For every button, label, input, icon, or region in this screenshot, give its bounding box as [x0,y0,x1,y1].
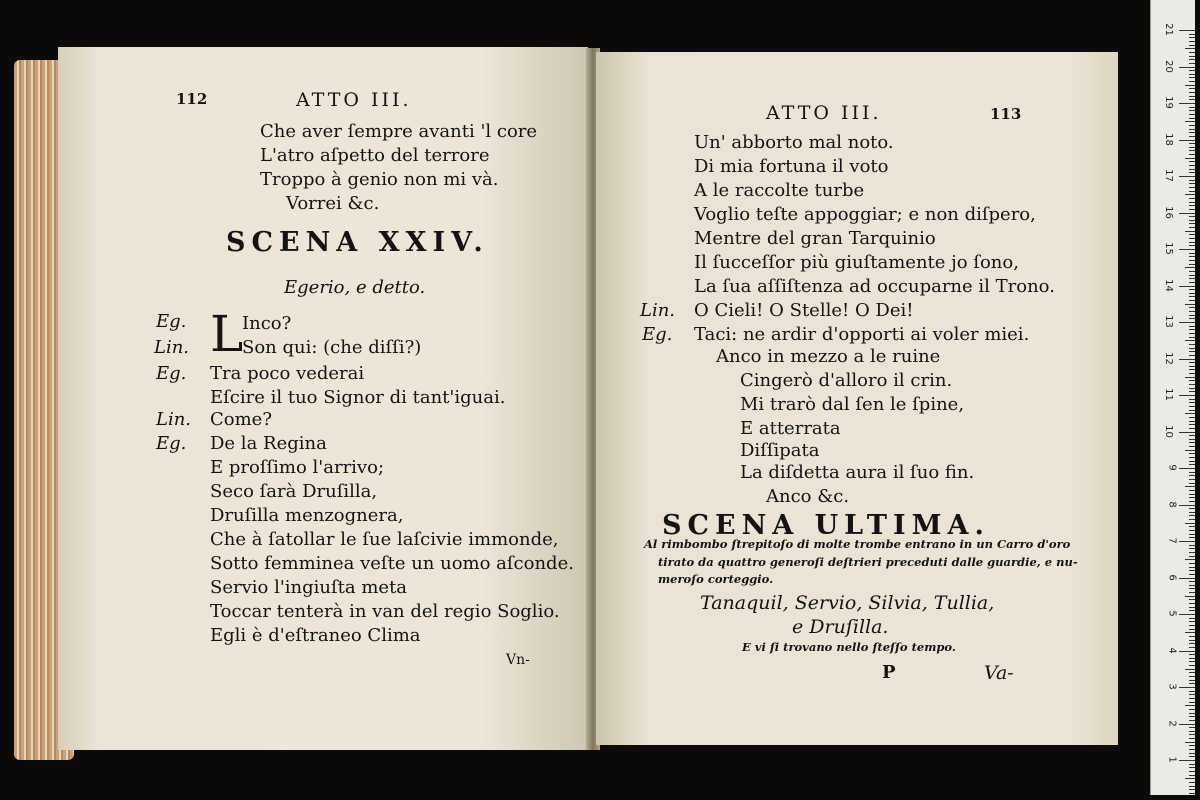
ruler-minor-tick [1189,621,1195,622]
measurement-ruler [1150,0,1195,795]
dialogue-line: La ſua aſſiſtenza ad occuparne il Trono. [694,276,1055,297]
ruler-minor-tick [1185,596,1195,597]
ruler-minor-tick [1189,344,1195,345]
ruler-minor-tick [1189,512,1195,513]
ruler-minor-tick [1189,720,1195,721]
ruler-minor-tick [1189,41,1195,42]
ruler-minor-tick [1189,169,1195,170]
dialogue-line: Come? [210,409,272,430]
ruler-number: 17 [1163,169,1175,182]
ruler-minor-tick [1189,307,1195,308]
ruler-tick [1179,30,1195,31]
ruler-minor-tick [1189,734,1195,735]
ruler-minor-tick [1189,588,1195,589]
ruler-minor-tick [1189,114,1195,115]
ruler-minor-tick [1189,424,1195,425]
ruler-minor-tick [1189,253,1195,254]
aria-line: Che aver ſempre avanti 'l core [260,121,538,142]
ruler-minor-tick [1189,154,1195,155]
ruler-minor-tick [1189,556,1195,557]
ruler-minor-tick [1189,402,1195,403]
ruler-minor-tick [1189,37,1195,38]
ruler-minor-tick [1189,461,1195,462]
ruler-tick [1179,687,1195,688]
cast-list: e Druſilla. [792,616,889,638]
aria-line: L'atro aſpetto del terrore [260,145,490,166]
dialogue-line: O Cieli! O Stelle! O Dei! [694,300,914,321]
ruler-minor-tick [1185,267,1195,268]
ruler-minor-tick [1185,377,1195,378]
dialogue-line: E proſſimo l'arrivo; [210,457,385,478]
left-page [58,47,588,750]
ruler-minor-tick [1189,713,1195,714]
ruler-minor-tick [1185,778,1195,779]
ruler-minor-tick [1189,709,1195,710]
ruler-minor-tick [1189,457,1195,458]
ruler-minor-tick [1189,242,1195,243]
ruler-minor-tick [1189,676,1195,677]
speaker: Lin. [156,409,192,430]
ruler-minor-tick [1189,110,1195,111]
ruler-minor-tick [1189,264,1195,265]
ruler-minor-tick [1189,293,1195,294]
ruler-minor-tick [1189,125,1195,126]
ruler-minor-tick [1189,683,1195,684]
ruler-minor-tick [1189,391,1195,392]
ruler-minor-tick [1189,220,1195,221]
ruler-minor-tick [1189,227,1195,228]
ruler-minor-tick [1189,275,1195,276]
ruler-minor-tick [1189,490,1195,491]
ruler-minor-tick [1189,782,1195,783]
ruler-minor-tick [1189,585,1195,586]
ruler-tick [1179,760,1195,761]
ruler-minor-tick [1189,738,1195,739]
catchword: Va- [984,662,1014,684]
ruler-minor-tick [1189,326,1195,327]
ruler-minor-tick [1189,56,1195,57]
ruler-minor-tick [1189,745,1195,746]
speaker: Lin. [154,337,190,358]
ruler-minor-tick [1189,118,1195,119]
dialogue-line: Eſcire il tuo Signor di tant'iguai. [210,387,506,408]
ruler-minor-tick [1189,756,1195,757]
ruler-minor-tick [1189,161,1195,162]
ruler-minor-tick [1189,81,1195,82]
scene-title: SCENA ULTIMA. [662,510,990,541]
ruler-number: 10 [1163,424,1175,438]
ruler-minor-tick [1189,625,1195,626]
ruler-minor-tick [1185,413,1195,414]
ruler-minor-tick [1189,749,1195,750]
ruler-tick [1179,578,1195,579]
ruler-minor-tick [1189,351,1195,352]
cast-list: Tanaquil, Servio, Silvia, Tullia, [700,592,995,614]
dialogue-line: Tra poco vederai [210,363,365,384]
cast-list: Egerio, e detto. [284,277,426,298]
ruler-tick [1179,541,1195,542]
ruler-minor-tick [1189,296,1195,297]
ruler-minor-tick [1189,373,1195,374]
ruler-minor-tick [1189,143,1195,144]
ruler-tick [1179,468,1195,469]
speaker: Lin. [640,300,676,321]
ruler-minor-tick [1189,793,1195,794]
ruler-minor-tick [1185,231,1195,232]
ruler-minor-tick [1185,559,1195,560]
ruler-minor-tick [1189,661,1195,662]
aria-line: Vorrei &c. [286,193,380,214]
ruler-minor-tick [1189,107,1195,108]
dialogue-line: Inco? [242,313,292,334]
catchword: Vn- [506,652,530,668]
ruler-tick [1179,395,1195,396]
ruler-minor-tick [1189,63,1195,64]
ruler-minor-tick [1189,129,1195,130]
scene-title: SCENA XXIV. [226,227,489,258]
ruler-minor-tick [1189,315,1195,316]
dialogue-line: Mentre del gran Tarquinio [694,228,936,249]
ruler-tick [1179,724,1195,725]
dialogue-line: Il ſucceſſor più giuſtamente jo ſono, [694,252,1019,273]
ruler-minor-tick [1189,727,1195,728]
ruler-minor-tick [1189,348,1195,349]
ruler-tick [1179,286,1195,287]
ruler-minor-tick [1185,523,1195,524]
ruler-number: 13 [1163,315,1175,328]
ruler-minor-tick [1189,362,1195,363]
ruler-minor-tick [1189,223,1195,224]
ruler-minor-tick [1189,435,1195,436]
ruler-minor-tick [1185,632,1195,633]
ruler-minor-tick [1189,70,1195,71]
ruler-tick [1179,651,1195,652]
ruler-minor-tick [1189,271,1195,272]
ruler-minor-tick [1189,289,1195,290]
ruler-number: 11 [1163,388,1175,401]
ruler-minor-tick [1189,147,1195,148]
ruler-number: 15 [1163,242,1175,255]
ruler-minor-tick [1189,618,1195,619]
dialogue-line: Che à ſatollar le ſue laſcivie immonde, [210,529,559,550]
ruler-minor-tick [1189,446,1195,447]
drop-cap: L [210,305,244,363]
ruler-number: 2 [1166,719,1178,727]
ruler-minor-tick [1189,191,1195,192]
aria-line: Mi trarò dal ſen le ſpine, [740,394,965,415]
ruler-minor-tick [1189,753,1195,754]
ruler-minor-tick [1189,519,1195,520]
ruler-minor-tick [1189,300,1195,301]
ruler-minor-tick [1189,183,1195,184]
ruler-minor-tick [1189,410,1195,411]
ruler-minor-tick [1185,194,1195,195]
stage-direction: meroſo corteggio. [658,572,774,586]
dialogue-line: Un' abborto mal noto. [694,132,894,153]
ruler-minor-tick [1189,205,1195,206]
aria-line: Cingerò d'allorο il crin. [740,370,953,391]
ruler-minor-tick [1189,388,1195,389]
dialogue-line: Servio l'ingiuſta meta [210,577,408,598]
ruler-minor-tick [1189,691,1195,692]
ruler-minor-tick [1185,304,1195,305]
ruler-minor-tick [1185,85,1195,86]
ruler-number: 4 [1166,646,1178,654]
ruler-number: 21 [1163,23,1175,36]
ruler-minor-tick [1185,450,1195,451]
ruler-minor-tick [1189,680,1195,681]
ruler-minor-tick [1189,187,1195,188]
ruler-minor-tick [1189,59,1195,60]
ruler-minor-tick [1189,282,1195,283]
ruler-number: 19 [1163,96,1175,109]
ruler-minor-tick [1189,150,1195,151]
ruler-minor-tick [1189,767,1195,768]
ruler-tick [1179,322,1195,323]
ruler-minor-tick [1189,333,1195,334]
ruler-minor-tick [1189,311,1195,312]
ruler-number: 8 [1166,500,1178,508]
ruler-minor-tick [1189,574,1195,575]
ruler-minor-tick [1189,172,1195,173]
running-head: ATTO III. [766,102,882,124]
ruler-minor-tick [1189,96,1195,97]
ruler-minor-tick [1189,384,1195,385]
ruler-minor-tick [1189,74,1195,75]
ruler-minor-tick [1189,369,1195,370]
ruler-minor-tick [1189,238,1195,239]
ruler-minor-tick [1185,48,1195,49]
ruler-minor-tick [1189,508,1195,509]
ruler-minor-tick [1189,698,1195,699]
ruler-minor-tick [1189,442,1195,443]
ruler-minor-tick [1189,245,1195,246]
ruler-minor-tick [1189,775,1195,776]
ruler-minor-tick [1189,515,1195,516]
ruler-minor-tick [1189,771,1195,772]
ruler-minor-tick [1189,52,1195,53]
ruler-tick [1179,67,1195,68]
ruler-minor-tick [1189,570,1195,571]
ruler-minor-tick [1189,355,1195,356]
ruler-minor-tick [1189,702,1195,703]
ruler-number: 5 [1166,610,1178,617]
ruler-minor-tick [1189,77,1195,78]
ruler-number: 3 [1166,683,1178,690]
right-page [596,52,1118,745]
ruler-minor-tick [1189,603,1195,604]
aria-line: Diſſipata [740,440,820,461]
ruler-tick [1179,432,1195,433]
dialogue-line: Druſilla menzognera, [210,505,404,526]
ruler-minor-tick [1189,629,1195,630]
ruler-minor-tick [1185,742,1195,743]
stage-direction: tirato da quattro generoſi deſtrieri preceduti dalle guardie, e nu- [658,555,1078,569]
ruler-minor-tick [1189,786,1195,787]
ruler-minor-tick [1189,501,1195,502]
ruler-minor-tick [1189,534,1195,535]
dialogue-line: De la Regina [210,433,327,454]
ruler-minor-tick [1185,486,1195,487]
ruler-minor-tick [1189,260,1195,261]
ruler-minor-tick [1189,716,1195,717]
ruler-minor-tick [1189,99,1195,100]
ruler-minor-tick [1189,672,1195,673]
ruler-minor-tick [1189,567,1195,568]
signature-mark: P [882,662,896,683]
ruler-minor-tick [1189,607,1195,608]
ruler-minor-tick [1189,45,1195,46]
ruler-minor-tick [1189,563,1195,564]
ruler-minor-tick [1185,669,1195,670]
ruler-minor-tick [1189,545,1195,546]
ruler-minor-tick [1189,216,1195,217]
speaker: Eg. [156,433,187,454]
ruler-tick [1179,103,1195,104]
ruler-minor-tick [1189,366,1195,367]
aria-line: La diſdetta aura il ſuo fin. [740,462,975,483]
dialogue-line: Egli è d'eſtraneo Clima [210,625,421,646]
dialogue-line: A le raccolte turbe [694,180,865,201]
dialogue-line: Di mia fortuna il voto [694,156,889,177]
dialogue-line: Seco ſarà Druſilla, [210,481,378,502]
ruler-minor-tick [1189,198,1195,199]
ruler-number: 18 [1163,132,1175,146]
ruler-minor-tick [1189,548,1195,549]
ruler-tick [1179,176,1195,177]
ruler-tick [1179,359,1195,360]
ruler-minor-tick [1189,654,1195,655]
ruler-minor-tick [1189,494,1195,495]
ruler-number: 7 [1166,537,1178,544]
ruler-minor-tick [1189,132,1195,133]
ruler-minor-tick [1189,658,1195,659]
ruler-minor-tick [1189,472,1195,473]
ruler-tick [1179,140,1195,141]
ruler-minor-tick [1189,399,1195,400]
ruler-minor-tick [1189,479,1195,480]
dialogue-line: Toccar tenterà in van del regio Soglio. [210,601,560,622]
ruler-number: 9 [1166,464,1178,471]
running-head: ATTO III. [296,89,412,111]
ruler-number: 1 [1166,756,1178,763]
ruler-minor-tick [1189,731,1195,732]
ruler-tick [1179,614,1195,615]
dialogue-line: Sotto femminea veſte un uomo aſconde. [210,553,574,574]
speaker: Eg. [642,324,673,345]
ruler-minor-tick [1189,694,1195,695]
aria-line: Troppo à genio non mi và. [260,169,499,190]
ruler-minor-tick [1189,475,1195,476]
ruler-number: 16 [1163,205,1175,219]
ruler-minor-tick [1189,234,1195,235]
ruler-minor-tick [1189,278,1195,279]
ruler-minor-tick [1189,406,1195,407]
ruler-minor-tick [1185,158,1195,159]
ruler-tick [1179,213,1195,214]
ruler-minor-tick [1189,483,1195,484]
ruler-minor-tick [1189,34,1195,35]
ruler-minor-tick [1189,318,1195,319]
ruler-minor-tick [1189,552,1195,553]
ruler-number: 14 [1163,278,1175,292]
aria-line: Anco in mezzo a le ruine [716,346,941,367]
stage-direction: Al rimbombo ſtrepitoſo di molte trombe entrano in un Carro d'oro [644,537,1071,551]
ruler-minor-tick [1189,180,1195,181]
page-number: 113 [990,105,1022,123]
cast-note: E vi ſi trovano nello ſteſſo tempo. [742,640,956,654]
ruler-minor-tick [1189,421,1195,422]
dialogue-line: Taci: ne ardir d'opporti ai voler miei. [694,324,1030,345]
ruler-minor-tick [1189,643,1195,644]
ruler-minor-tick [1189,665,1195,666]
ruler-minor-tick [1189,439,1195,440]
ruler-minor-tick [1189,380,1195,381]
ruler-minor-tick [1189,640,1195,641]
ruler-minor-tick [1189,92,1195,93]
ruler-minor-tick [1189,764,1195,765]
ruler-minor-tick [1189,530,1195,531]
ruler-minor-tick [1189,136,1195,137]
aria-line: E atterrata [740,418,841,439]
ruler-minor-tick [1189,88,1195,89]
ruler-minor-tick [1189,464,1195,465]
ruler-minor-tick [1189,256,1195,257]
page-number: 112 [176,90,208,108]
ruler-number: 12 [1163,351,1175,365]
ruler-minor-tick [1189,165,1195,166]
ruler-tick [1179,249,1195,250]
ruler-minor-tick [1189,537,1195,538]
speaker: Eg. [156,363,187,384]
ruler-minor-tick [1189,599,1195,600]
ruler-minor-tick [1189,202,1195,203]
ruler-minor-tick [1189,610,1195,611]
ruler-minor-tick [1189,647,1195,648]
ruler-minor-tick [1185,340,1195,341]
ruler-minor-tick [1185,121,1195,122]
ruler-minor-tick [1189,428,1195,429]
ruler-minor-tick [1189,337,1195,338]
ruler-minor-tick [1185,705,1195,706]
ruler-tick [1179,505,1195,506]
ruler-number: 6 [1166,573,1178,581]
ruler-minor-tick [1189,592,1195,593]
ruler-minor-tick [1189,453,1195,454]
ruler-minor-tick [1189,581,1195,582]
ruler-minor-tick [1189,209,1195,210]
ruler-minor-tick [1189,526,1195,527]
ruler-number: 20 [1163,59,1175,73]
ruler-minor-tick [1189,417,1195,418]
speaker: Eg. [156,311,187,332]
ruler-minor-tick [1189,636,1195,637]
ruler-minor-tick [1189,789,1195,790]
ruler-minor-tick [1189,329,1195,330]
aria-line: Anco &c. [766,486,850,507]
dialogue-line: Voglio teſte appoggiar; e non diſpero, [694,204,1036,225]
ruler-minor-tick [1189,497,1195,498]
dialogue-line: Son qui: (che diſſi?) [242,337,422,358]
